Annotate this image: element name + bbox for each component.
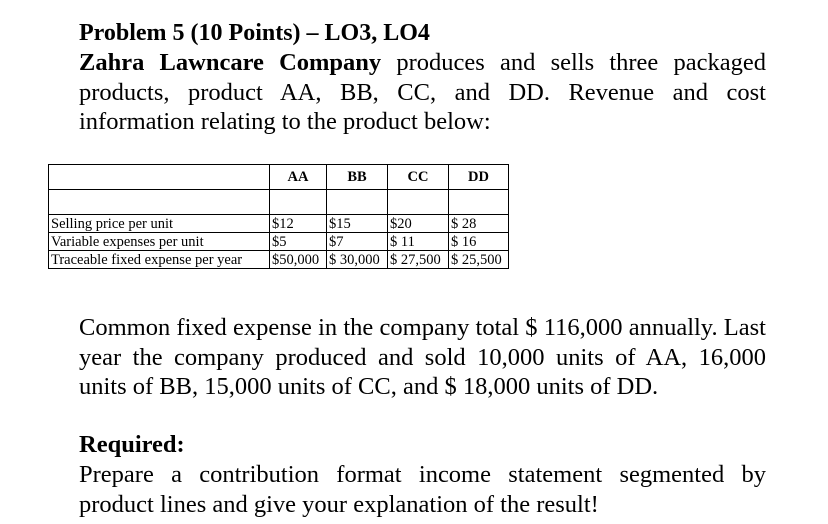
- required-title: Required:: [79, 431, 185, 458]
- spacer-cell: [270, 190, 327, 215]
- cell-bb: $15: [327, 215, 388, 233]
- column-header-cc: CC: [388, 165, 449, 190]
- row-label: Selling price per unit: [49, 215, 270, 233]
- cell-dd: $ 28: [449, 215, 509, 233]
- problem-heading: Problem 5 (10 Points) – LO3, LO4: [79, 20, 430, 46]
- table-spacer-row: [49, 190, 509, 215]
- column-header-aa: AA: [270, 165, 327, 190]
- row-label: Traceable fixed expense per year: [49, 251, 270, 269]
- header-empty-cell: [49, 165, 270, 190]
- row-label: Variable expenses per unit: [49, 233, 270, 251]
- column-header-dd: DD: [449, 165, 509, 190]
- cell-cc: $ 11: [388, 233, 449, 251]
- common-fixed-expense-paragraph: Common fixed expense in the company total $ 116,000 annually. Last year the company produced and sold 10,000 units of AA, 16,000 units of BB, 15,000 units of CC, and $ 18,000 units of DD.: [79, 314, 766, 400]
- table-header-row: [49, 165, 509, 190]
- column-header-bb: BB: [327, 165, 388, 190]
- cell-aa: $50,000: [270, 251, 327, 269]
- cell-bb: $7: [327, 233, 388, 251]
- spacer-cell: [388, 190, 449, 215]
- table-row-variable-expenses: [49, 233, 509, 251]
- cost-table: [48, 164, 509, 269]
- cell-cc: $20: [388, 215, 449, 233]
- required-text: Prepare a contribution format income statement segmented by product lines and give your explanation of the result!: [79, 461, 766, 518]
- company-name: Zahra Lawncare Company: [79, 49, 382, 76]
- cell-dd: $ 25,500: [449, 251, 509, 269]
- spacer-cell: [49, 190, 270, 215]
- intro-text: produces and sells three packaged products, product AA, BB, CC, and DD. Revenue and cost information relating to the product below:: [79, 49, 766, 135]
- problem-intro: [79, 48, 766, 137]
- table-row-selling-price: [49, 215, 509, 233]
- spacer-cell: [449, 190, 509, 215]
- spacer-cell: [327, 190, 388, 215]
- cell-aa: $12: [270, 215, 327, 233]
- cell-dd: $ 16: [449, 233, 509, 251]
- cell-cc: $ 27,500: [388, 251, 449, 269]
- cell-aa: $5: [270, 233, 327, 251]
- cell-bb: $ 30,000: [327, 251, 388, 269]
- table-row-traceable-fixed: [49, 251, 509, 269]
